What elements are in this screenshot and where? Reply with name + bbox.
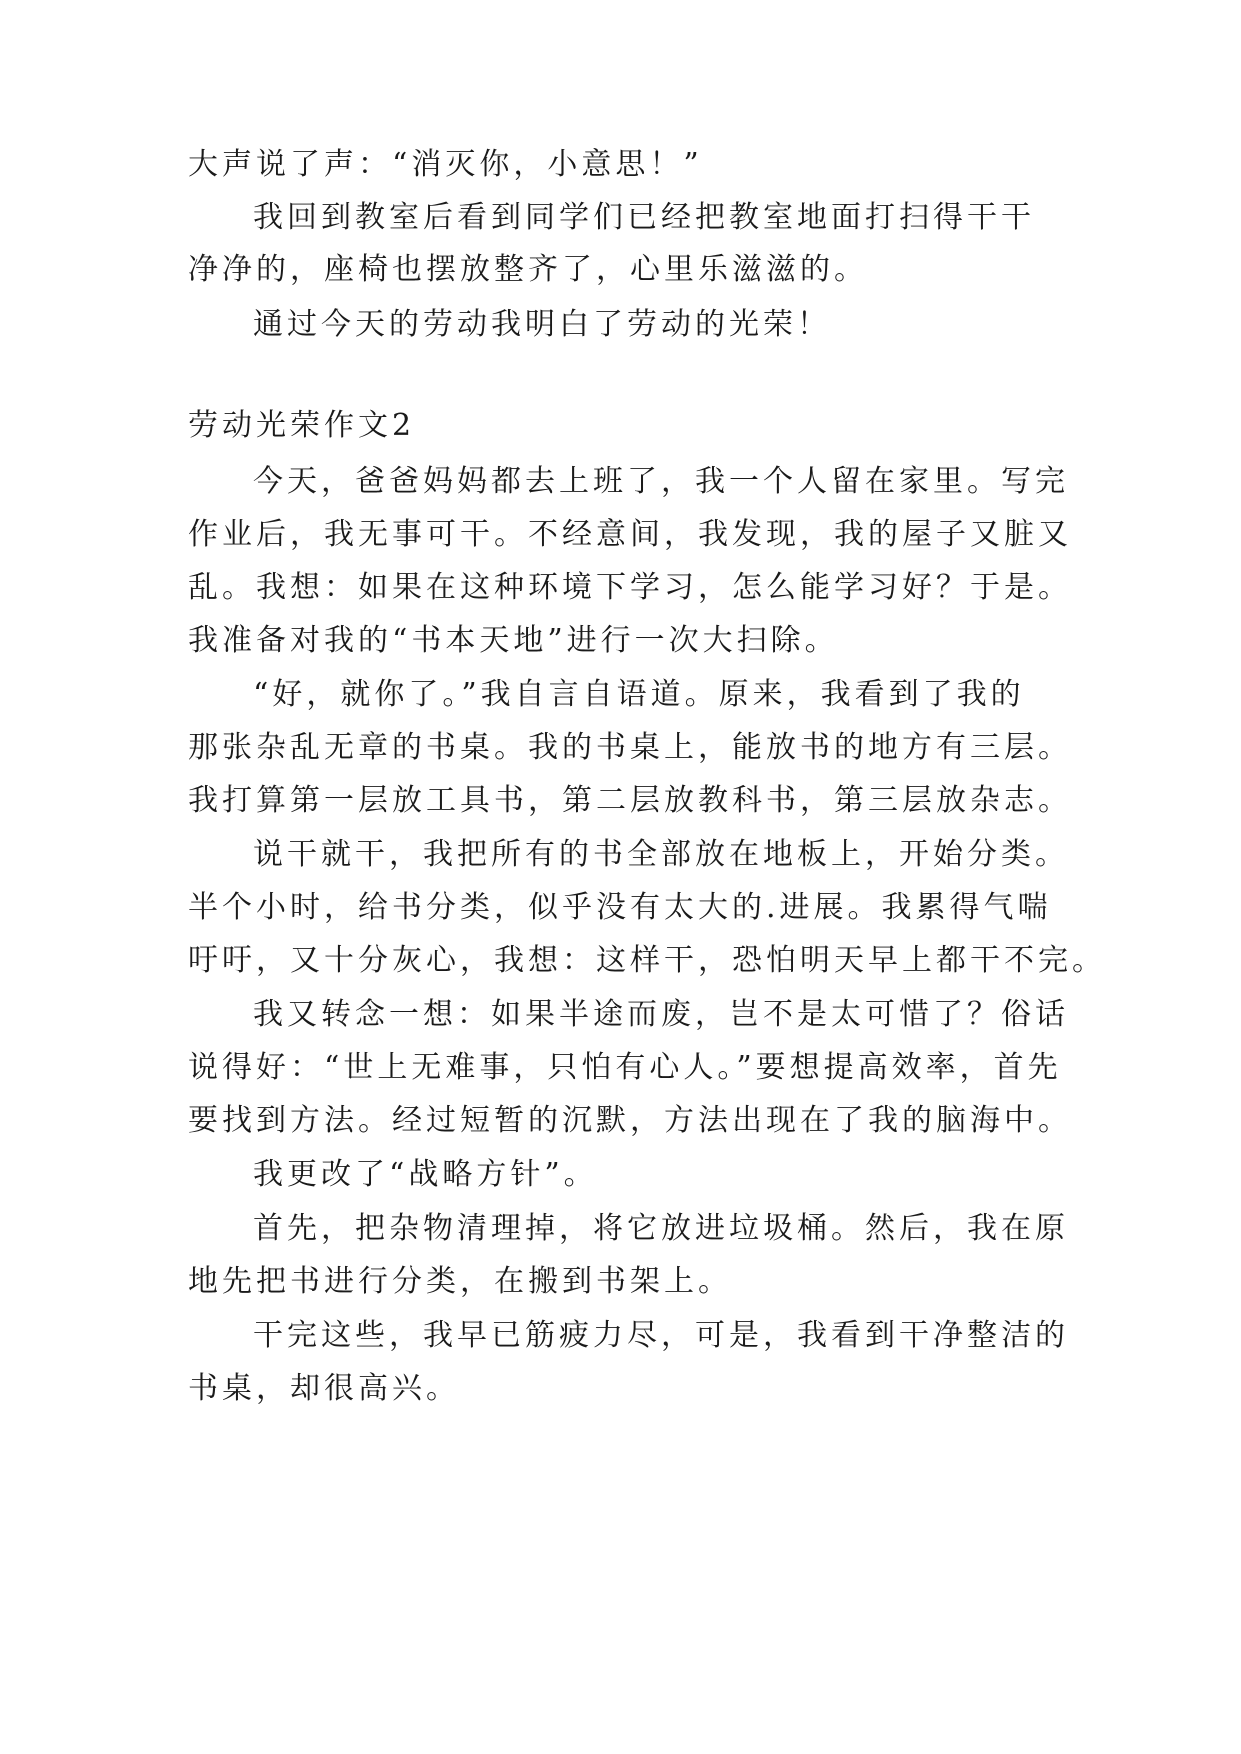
- paragraph-start: 干完这些，我早已筋疲力尽，可是，我看到干净整洁的: [253, 1318, 1069, 1353]
- text-line: 乱。我想：如果在这种环境下学习，怎么能学习好？于是。: [188, 570, 1072, 605]
- text-line: 作业后，我无事可干。不经意间，我发现，我的屋子又脏又: [188, 517, 1072, 552]
- text-line: 地先把书进行分类，在搬到书架上。: [188, 1264, 732, 1299]
- text-line: 净净的，座椅也摆放整齐了，心里乐滋滋的。: [188, 252, 868, 287]
- paragraph-start: 通过今天的劳动我明白了劳动的光荣！: [253, 307, 831, 342]
- text-line: 吁吁，又十分灰心，我想：这样干，恐怕明天早上都干不完。: [188, 943, 1106, 978]
- text-line: 我打算第一层放工具书，第二层放教科书，第三层放杂志。: [188, 783, 1072, 818]
- paragraph-start: 我回到教室后看到同学们已经把教室地面打扫得干干: [253, 200, 1035, 235]
- text-line: 书桌，却很高兴。: [188, 1371, 460, 1406]
- text-line: 那张杂乱无章的书桌。我的书桌上，能放书的地方有三层。: [188, 730, 1072, 765]
- text-line: 半个小时，给书分类，似乎没有太大的.进展。我累得气喘: [188, 890, 1052, 925]
- paragraph-start: 今天，爸爸妈妈都去上班了，我一个人留在家里。写完: [253, 464, 1069, 499]
- text-line: 大声说了声：“消灭你，小意思！”: [188, 147, 703, 182]
- paragraph-start: 我又转念一想：如果半途而废，岂不是太可惜了？俗话: [253, 997, 1069, 1032]
- text-line: 我准备对我的“书本天地”进行一次大扫除。: [188, 623, 839, 658]
- paragraph-start: 首先，把杂物清理掉，将它放进垃圾桶。然后，我在原: [253, 1211, 1069, 1246]
- text-line: 说得好：“世上无难事，只怕有心人。”要想提高效率，首先: [188, 1050, 1062, 1085]
- paragraph-start: 我更改了“战略方针”。: [253, 1157, 598, 1192]
- paragraph-start: 说干就干，我把所有的书全部放在地板上，开始分类。: [253, 837, 1069, 872]
- section-heading: 劳动光荣作文2: [188, 408, 416, 443]
- paragraph-start: “好，就你了。”我自言自语道。原来，我看到了我的: [253, 677, 1025, 712]
- text-line: 要找到方法。经过短暂的沉默，方法出现在了我的脑海中。: [188, 1103, 1072, 1138]
